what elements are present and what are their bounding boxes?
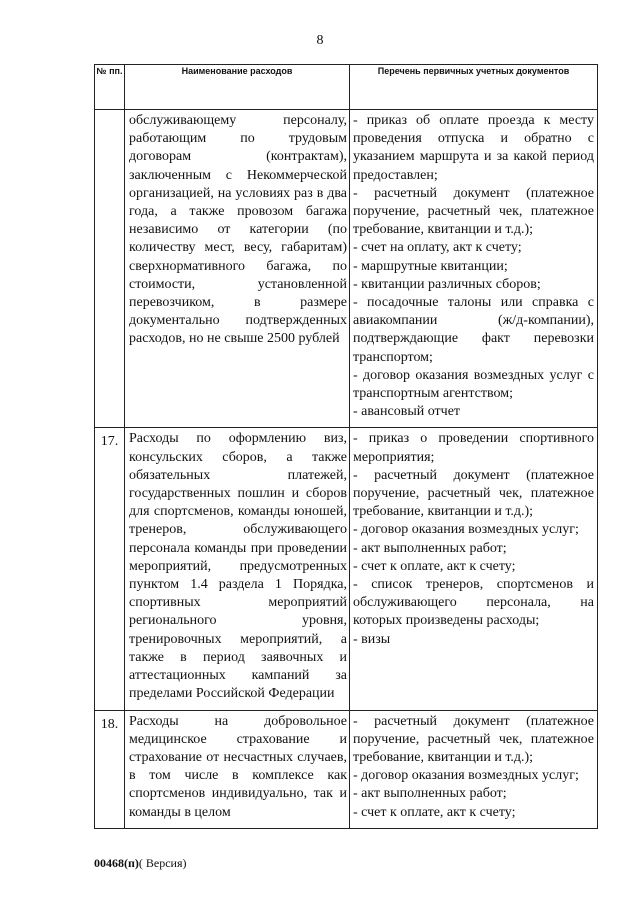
document-item: - квитанции различных сборов; (353, 276, 541, 292)
document-item: - приказ о проведении спортивного мероприятия; (353, 431, 594, 465)
document-item: - посадочные талоны или справка с авиакомпании (ж/д-компании), подтверждающие факт перевозки транспортом; (353, 295, 594, 365)
page-number: 8 (316, 33, 324, 48)
row-name-cell (125, 428, 350, 710)
document-item: - акт выполненных работ; (353, 540, 507, 556)
document-item: - счет к оплате, акт к счету; (353, 804, 516, 820)
documents-list (350, 110, 597, 427)
row-num-cell (95, 110, 125, 428)
expense-name: Расходы по оформлению виз, консульских сборов, а также обязательных платежей, государственных пошлин и сборов для спортсменов, команды юношей, тренеров, обслуживающего персонала команды при проведении мероприятий, предусмотренных пунктом 1.4 раздела 1 Порядка, спортивных мероприятий регионального уровня, тренировочных мероприятий, а также в период заявочных и аттестационных кампаний за пределами Российской Федерации (129, 431, 347, 702)
expense-name: обслуживающему персоналу, работающим по трудовым договорам (контрактам), заключенным с Некоммерческой организацией, на условиях раз в два года, а также провозом багажа независимо от категории (по количеству мест, весу, габаритам) сверхнормативного багажа, по стоимости, установленной перевозчиком, в размере документально подтвержденных расходов, но не свыше 2500 рублей (129, 113, 347, 347)
row-num (95, 110, 124, 115)
document-item: - визы (353, 631, 391, 647)
row-num: 18. (100, 716, 119, 732)
row-docs-cell (350, 110, 598, 428)
document-item: - договор оказания возмездных услуг; (353, 522, 579, 538)
document-item: - расчетный документ (платежное поручение, расчетный чек, платежное требование, квитанции и т.д.); (353, 713, 594, 765)
document-item: - расчетный документ (платежное поручение, расчетный чек, платежное требование, квитанции и т.д.); (353, 185, 594, 238)
expense-name: Расходы на добровольное медицинское страхование и страхование от несчастных случаев, в том числе в комплексе как спортсменов индивидуально, так и команды в целом (129, 713, 347, 820)
document-item: - акт выполненных работ; (353, 786, 507, 802)
row-name-cell (125, 710, 350, 828)
document-item: - счет на оплату, акт к счету; (353, 240, 522, 256)
document-item: - авансовый отчет (353, 404, 461, 420)
table-header-row (95, 65, 598, 110)
documents-list (350, 428, 597, 654)
document-item: - договор оказания возмездных услуг; (353, 768, 579, 784)
row-name-cell (125, 110, 350, 428)
header-name: Наименование расходов (125, 65, 350, 110)
document-item: - счет к оплате, акт к счету; (353, 558, 516, 574)
document-item: - приказ об оплате проезда к месту проведения отпуска и обратно с указанием маршрута и за какой период предоставлен; (353, 113, 594, 183)
row-docs-cell (350, 710, 598, 828)
row-num-cell (95, 710, 125, 828)
document-code-suffix: ( Версия) (138, 856, 187, 870)
document-item: - договор оказания возмездных услуг с транспортным агентством; (353, 367, 594, 402)
table-row (95, 110, 598, 428)
header-num: № пп. (95, 65, 125, 110)
document-code-number: 00468(п) (94, 856, 139, 870)
document-code (94, 856, 187, 871)
document-item: - расчетный документ (платежное поручение, расчетный чек, платежное требование, квитанции и т.д.); (353, 467, 594, 520)
row-num-cell (95, 428, 125, 710)
table-row (95, 710, 598, 828)
header-docs: Перечень первичных учетных документов (350, 65, 598, 110)
documents-list (350, 711, 597, 828)
row-num: 17. (100, 434, 119, 450)
document-item: - список тренеров, спортсменов и обслуживающего персонала, на которых произведены расходы; (353, 577, 594, 629)
expenses-table (94, 64, 598, 829)
table-row (95, 428, 598, 710)
document-item: - маршрутные квитанции; (353, 258, 508, 274)
row-docs-cell (350, 428, 598, 710)
